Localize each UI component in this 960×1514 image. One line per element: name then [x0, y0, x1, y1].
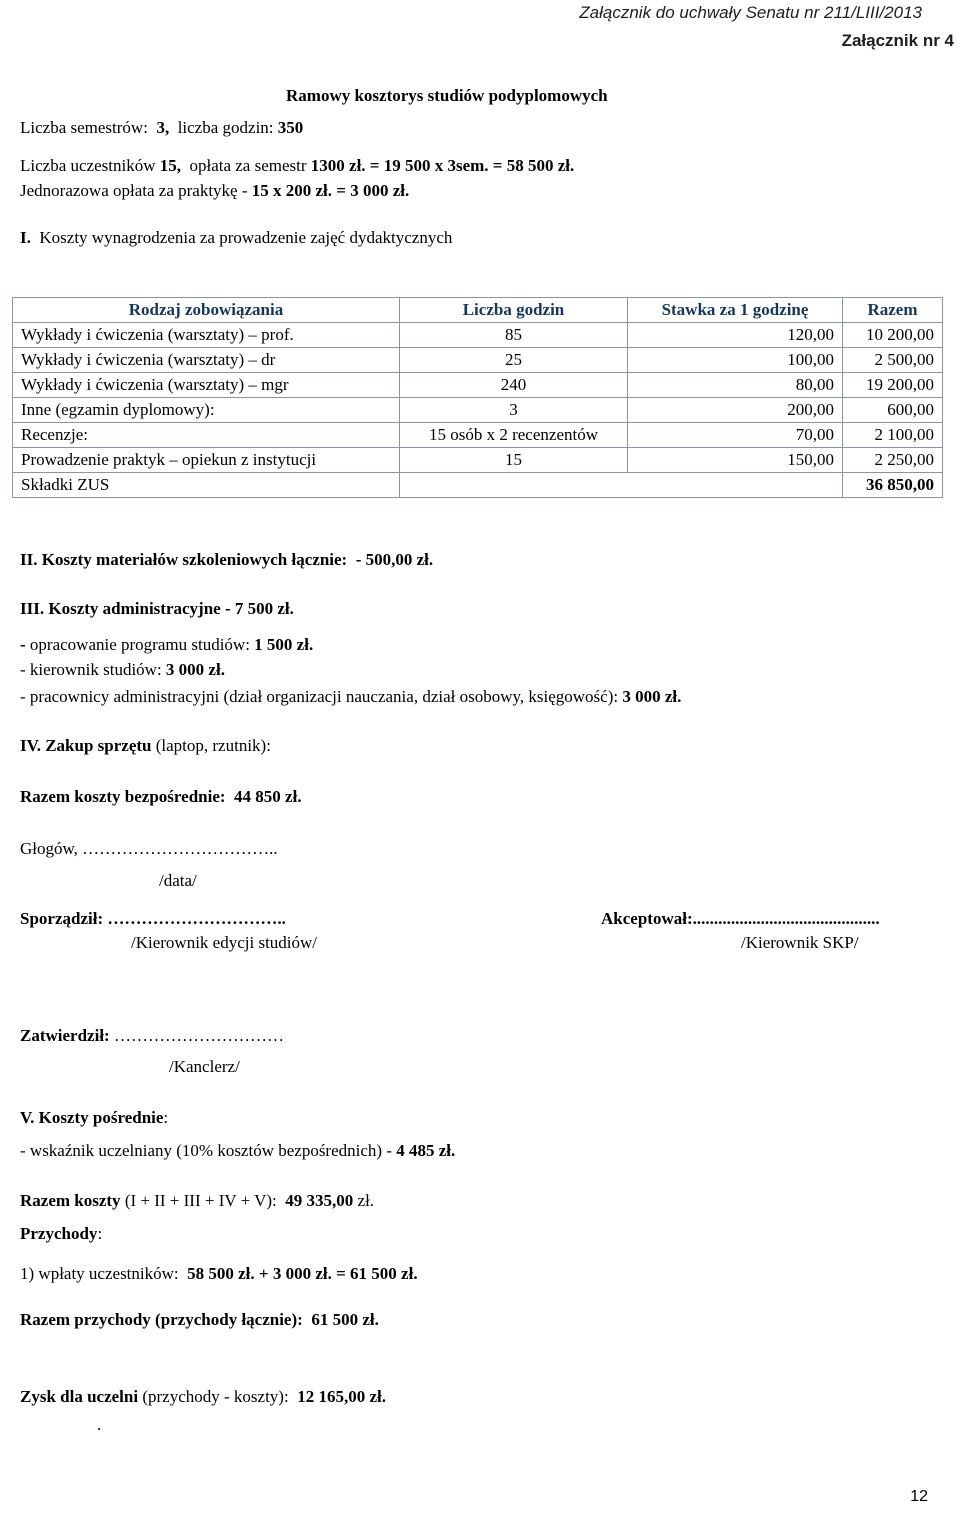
cell-total: 2 500,00: [843, 348, 943, 373]
cell-total: 19 200,00: [843, 373, 943, 398]
document-title: Ramowy kosztorys studiów podyplomowych: [286, 86, 608, 105]
prepared-by-caption: /Kierownik edycji studiów/: [131, 933, 318, 952]
indirect-cost-item: - wskaźnik uczelniany (10% kosztów bezpośrednich) - 4 485 zł.: [20, 1141, 456, 1160]
cell-empty: [400, 473, 843, 498]
practice-fee-line: Jednorazowa opłata za praktykę - 15 x 200 zł. = 3 000 zł.: [20, 181, 410, 200]
section-1-heading: I. Koszty wynagrodzenia za prowadzenie zajęć dydaktycznych: [20, 228, 453, 247]
header-total: Razem: [843, 298, 943, 323]
place-line: Głogów, ……………………………..: [20, 839, 278, 858]
cell-hours: 85: [400, 323, 628, 348]
cell-rate: 150,00: [628, 448, 843, 473]
profit-line: Zysk dla uczelni (przychody - koszty): 12 165,00 zł.: [20, 1387, 386, 1406]
accepted-by-caption: /Kierownik SKP/: [741, 933, 859, 952]
admin-item: - kierownik studiów: 3 000 zł.: [20, 660, 225, 679]
approved-by-caption: /Kanclerz/: [169, 1057, 240, 1076]
revenue-item: 1) wpłaty uczestników: 58 500 zł. + 3 000 zł. = 61 500 zł.: [20, 1264, 418, 1283]
header-type: Rodzaj zobowiązania: [13, 298, 400, 323]
admin-item: - opracowanie programu studiów: 1 500 zł.: [20, 635, 314, 654]
cell-type: Wykłady i ćwiczenia (warsztaty) – prof.: [13, 323, 400, 348]
table-header-row: [13, 298, 943, 323]
admin-item: - pracownicy administracyjni (dział organizacji nauczania, dział osobowy, księgowość): 3 000 zł.: [20, 687, 682, 706]
cell-total: 2 100,00: [843, 423, 943, 448]
table-row: [13, 323, 943, 348]
cell-hours: 25: [400, 348, 628, 373]
direct-costs-total: Razem koszty bezpośrednie: 44 850 zł.: [20, 787, 302, 806]
cell-rate: 70,00: [628, 423, 843, 448]
cell-hours: 15: [400, 448, 628, 473]
table-row: [13, 373, 943, 398]
table-row: [13, 423, 943, 448]
total-revenue-line: Razem przychody (przychody łącznie): 61 500 zł.: [20, 1310, 379, 1329]
header-rate: Stawka za 1 godzinę: [628, 298, 843, 323]
cell-type: Prowadzenie praktyk – opiekun z instytucji: [13, 448, 400, 473]
page-number: 12: [910, 1488, 928, 1505]
cell-zus-label: Składki ZUS: [13, 473, 400, 498]
cell-rate: 120,00: [628, 323, 843, 348]
revenue-heading: Przychody:: [20, 1224, 103, 1243]
total-costs-line: Razem koszty (I + II + III + IV + V): 49 335,00 zł.: [20, 1191, 375, 1210]
cell-total: 2 250,00: [843, 448, 943, 473]
table-row: [13, 348, 943, 373]
teaching-costs-table: [12, 297, 943, 498]
cell-type: Recenzje:: [13, 423, 400, 448]
accepted-by-line: Akceptował:............................................: [601, 909, 880, 928]
attachment-resolution-header: Załącznik do uchwały Senatu nr 211/LIII/2013: [579, 3, 922, 22]
semesters-line: Liczba semestrów: 3, liczba godzin: 350: [20, 118, 304, 137]
cell-zus-total: 36 850,00: [843, 473, 943, 498]
attachment-number-header: Załącznik nr 4: [841, 31, 954, 50]
trailing-dot: .: [97, 1415, 102, 1434]
prepared-by-line: Sporządził: …………………………..: [20, 909, 286, 928]
table-row: [13, 448, 943, 473]
cell-rate: 80,00: [628, 373, 843, 398]
section-4-line: IV. Zakup sprzętu (laptop, rzutnik):: [20, 736, 271, 755]
cell-total: 10 200,00: [843, 323, 943, 348]
cell-type: Wykłady i ćwiczenia (warsztaty) – dr: [13, 348, 400, 373]
cell-hours: 240: [400, 373, 628, 398]
participants-line: Liczba uczestników 15, opłata za semestr 1300 zł. = 19 500 x 3sem. = 58 500 zł.: [20, 156, 575, 175]
date-caption: /data/: [159, 871, 197, 890]
section-2-line: II. Koszty materiałów szkoleniowych łącznie: - 500,00 zł.: [20, 550, 434, 569]
cell-type: Wykłady i ćwiczenia (warsztaty) – mgr: [13, 373, 400, 398]
section-5-heading: V. Koszty pośrednie:: [20, 1108, 169, 1127]
approved-by-line: Zatwierdził: …………………………: [20, 1026, 284, 1045]
cell-hours: 3: [400, 398, 628, 423]
table-row-zus: [13, 473, 943, 498]
cell-rate: 200,00: [628, 398, 843, 423]
header-hours: Liczba godzin: [400, 298, 628, 323]
cell-rate: 100,00: [628, 348, 843, 373]
section-3-heading: III. Koszty administracyjne - 7 500 zł.: [20, 599, 294, 618]
cell-total: 600,00: [843, 398, 943, 423]
table-row: [13, 398, 943, 423]
cell-hours: 15 osób x 2 recenzentów: [400, 423, 628, 448]
cell-type: Inne (egzamin dyplomowy):: [13, 398, 400, 423]
